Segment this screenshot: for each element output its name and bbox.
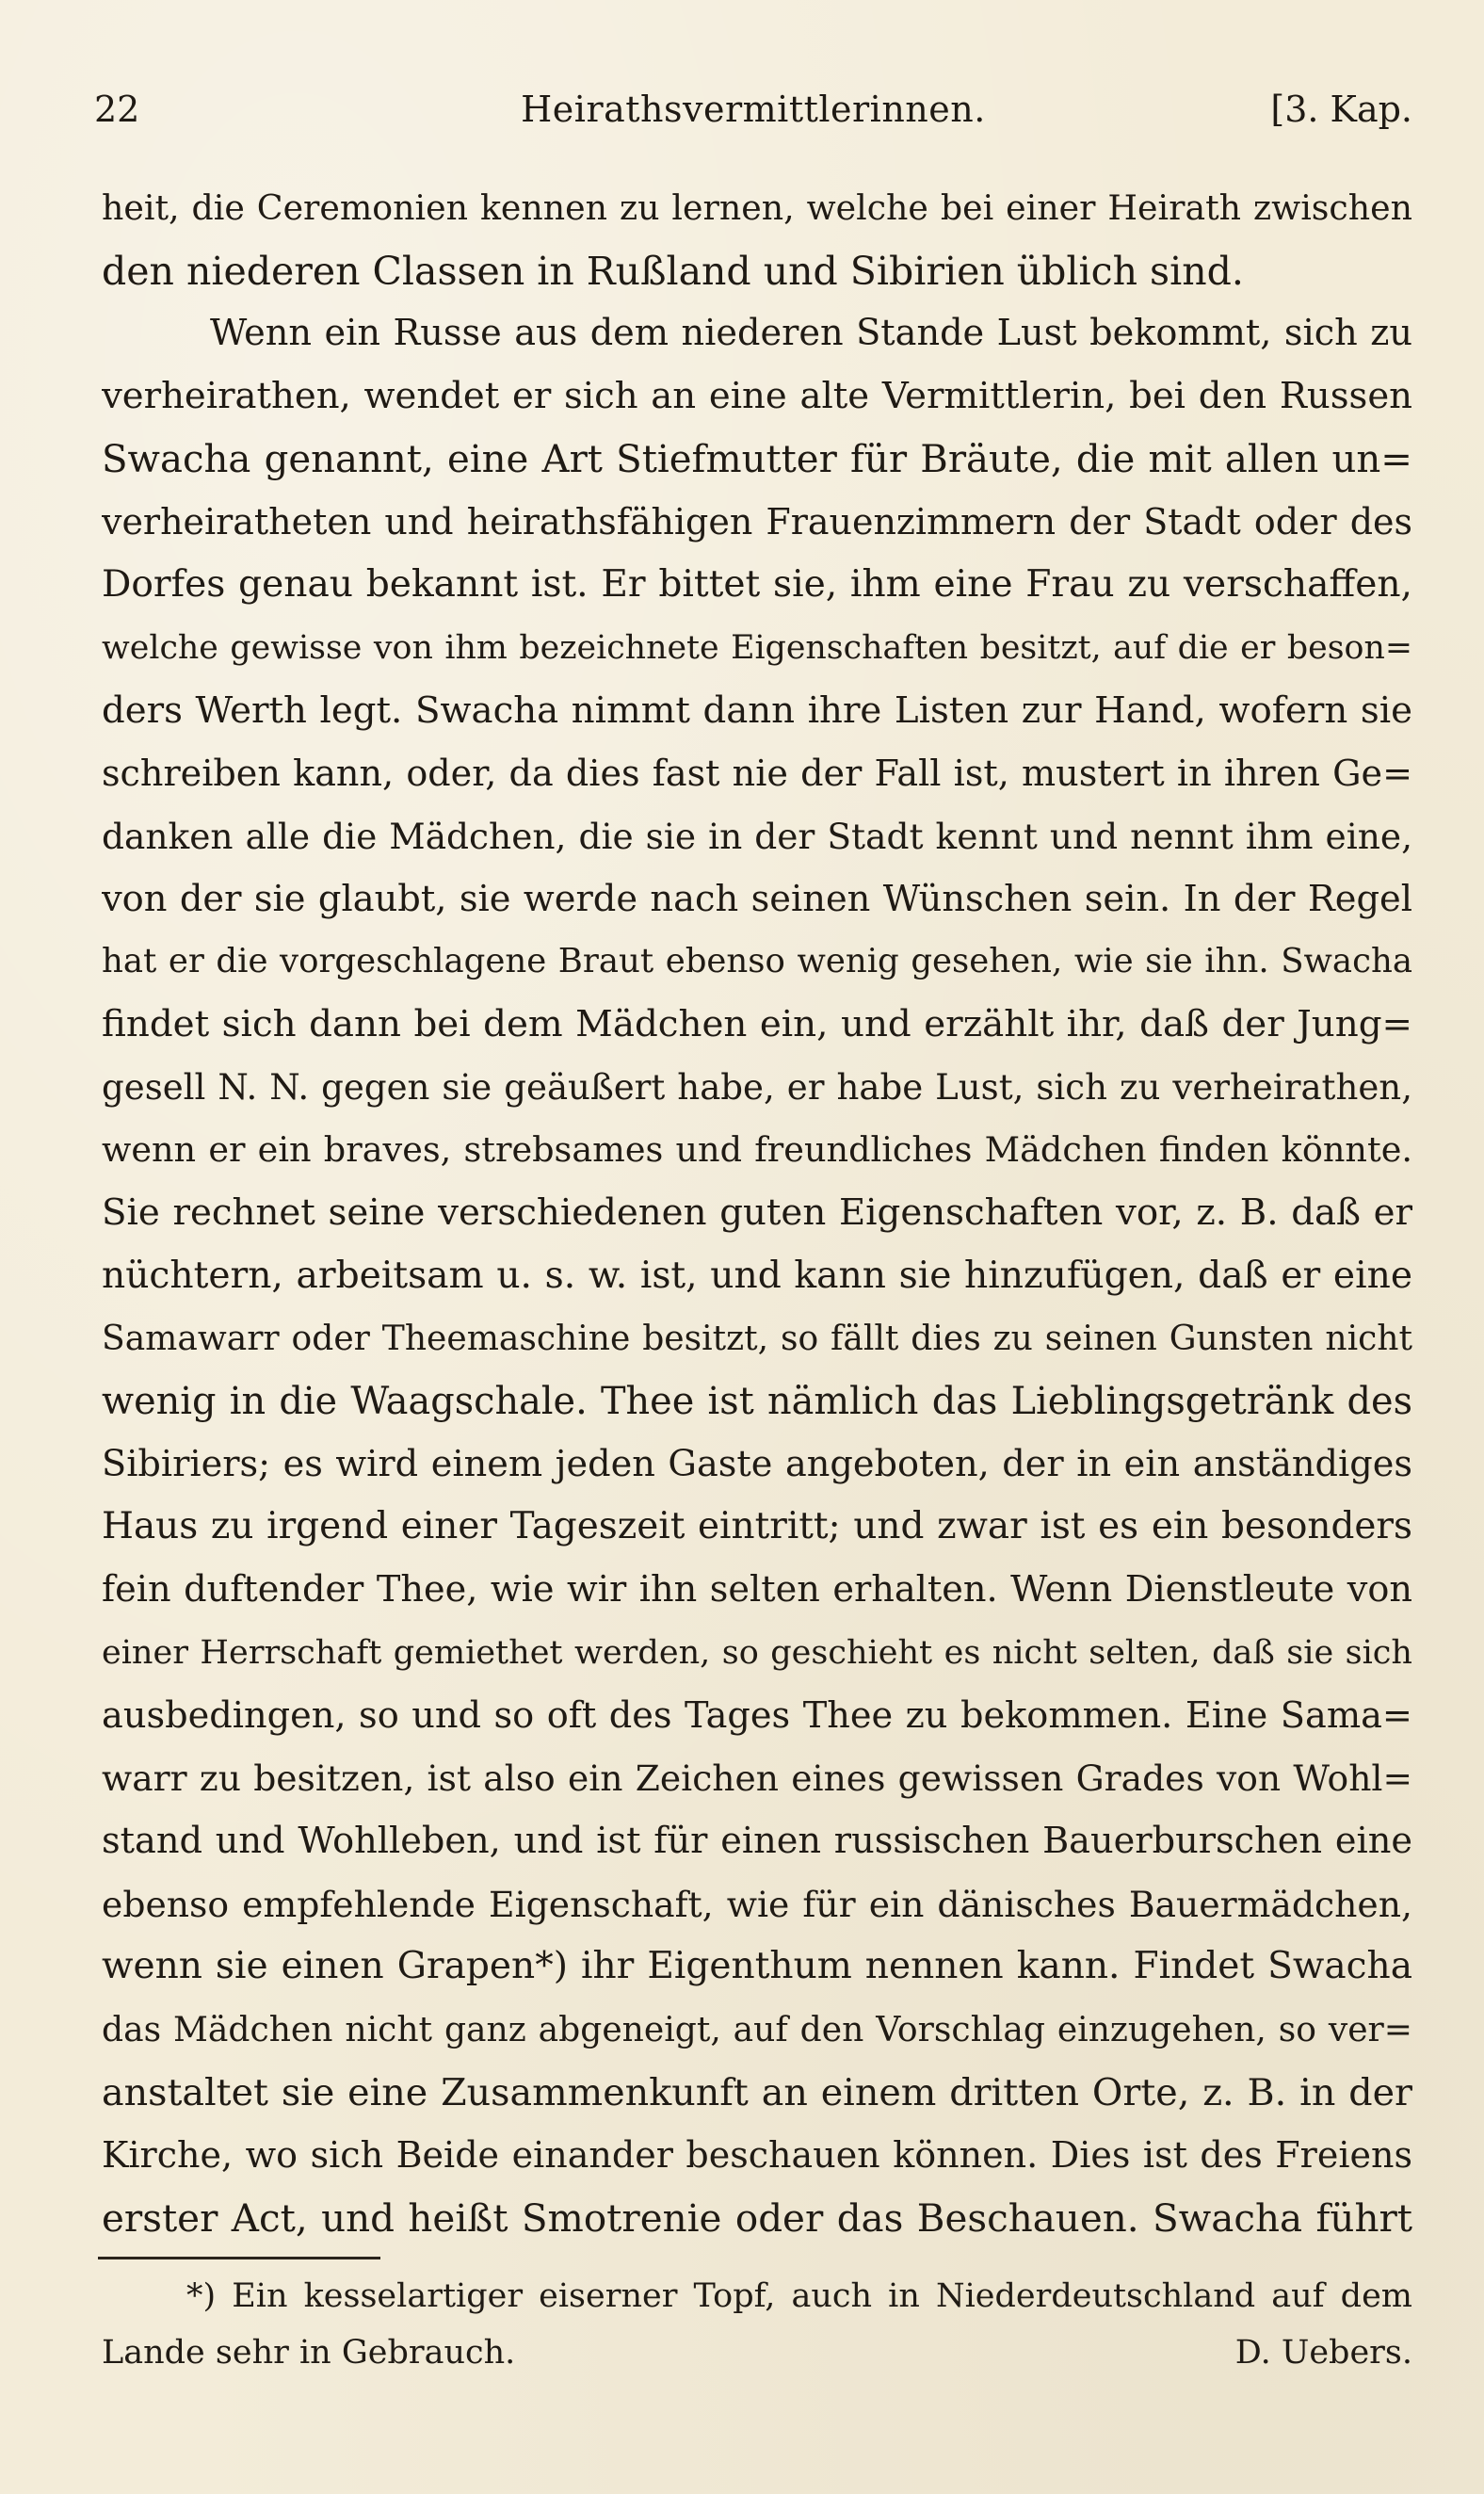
text-line: Sibiriers; es wird einem jeden Gaste angeboten, der in ein anständiges (102, 1443, 1412, 1485)
text-line: heit, die Ceremonien kennen zu lernen, welche bei einer Heirath zwischen (102, 187, 1412, 228)
page-header (94, 83, 1412, 136)
text-line: stand und Wohlleben, und ist für einen russischen Bauerburschen eine (102, 1819, 1412, 1862)
text-line: nüchtern, arbeitsam u. s. w. ist, und kann sie hinzufügen, daß er eine (102, 1254, 1412, 1297)
text-line: den niederen Classen in Rußland und Sibirien üblich sind. (102, 248, 1244, 294)
footnote (102, 2268, 1412, 2381)
running-title: Heirathsvermittlerinnen. (521, 89, 986, 130)
text-line: Swacha genannt, eine Art Stiefmutter für Bräute, die mit allen un= (102, 437, 1412, 481)
text-line: gesell N. N. gegen sie geäußert habe, er habe Lust, sich zu verheirathen, (102, 1066, 1412, 1108)
text-line: ausbedingen, so und so oft des Tages Thee zu bekommen. Eine Sama= (102, 1693, 1412, 1737)
text-line: ders Werth legt. Swacha nimmt dann ihre Listen zur Hand, wofern sie (102, 688, 1412, 732)
chapter-label: [3. Kap. (1270, 89, 1412, 130)
text-line: einer Herrschaft gemiethet werden, so geschieht es nicht selten, daß sie sich (102, 1632, 1412, 1672)
text-line: wenn er ein braves, strebsames und freundliches Mädchen finden könnte. (102, 1129, 1412, 1171)
text-line: wenn sie einen Grapen*) ihr Eigenthum nennen kann. Findet Swacha (102, 1945, 1412, 1988)
text-line: welche gewisse von ihm bezeichnete Eigenschaften besitzt, auf die er beson= (102, 628, 1412, 667)
body-text (102, 177, 1412, 2250)
text-line: Haus zu irgend einer Tageszeit eintritt; und zwar ist es ein besonders (102, 1505, 1412, 1548)
text-line: Samawarr oder Theemaschine besitzt, so fällt dies zu seinen Gunsten nicht (102, 1319, 1412, 1359)
text-line: Dorfes genau bekannt ist. Er bittet sie, ihm eine Frau zu verschaffen, (102, 563, 1412, 607)
text-line: wenig in die Waagschale. Thee ist nämlich das Lieblingsgetränk des (102, 1380, 1412, 1424)
text-line: von der sie glaubt, sie werde nach seinen Wünschen sein. In der Regel (102, 877, 1412, 920)
text-line: schreiben kann, oder, da dies fast nie der Fall ist, mustert in ihren Ge= (102, 753, 1412, 795)
text-line: fein duftender Thee, wie wir ihn selten erhalten. Wenn Dienstleute von (102, 1569, 1412, 1611)
text-line: Wenn ein Russe aus dem niederen Stande Lust bekommt, sich zu (210, 313, 1412, 355)
footnote-rule (98, 2257, 380, 2259)
text-line: anstaltet sie eine Zusammenkunft an einem dritten Orte, z. B. in der (102, 2070, 1412, 2114)
text-line: verheirathen, wendet er sich an eine alte Vermittlerin, bei den Russen (102, 375, 1412, 418)
translator-signature: D. Uebers. (1234, 2334, 1412, 2372)
text-line: Kirche, wo sich Beide einander beschauen können. Dies ist des Freiens (102, 2134, 1412, 2177)
footnote-line: *) Ein kesselartiger eiserner Topf, auch in Niederdeutschland auf dem (186, 2277, 1412, 2315)
text-line: hat er die vorgeschlagene Braut ebenso wenig gesehen, wie sie ihn. Swacha (102, 942, 1412, 981)
text-line: das Mädchen nicht ganz abgeneigt, auf den Vorschlag einzugehen, so ver= (102, 2009, 1412, 2049)
text-line: warr zu besitzen, ist also ein Zeichen eines gewissen Grades von Wohl= (102, 1757, 1412, 1800)
footnote-text: Lande sehr in Gebrauch. (102, 2334, 516, 2372)
page-number: 22 (94, 89, 140, 130)
text-line: ebenso empfehlende Eigenschaft, wie für ein dänisches Bauermädchen, (102, 1883, 1412, 1925)
text-line: findet sich dann bei dem Mädchen ein, und erzählt ihr, daß der Jung= (102, 1002, 1412, 1045)
footnote-line-last (102, 2324, 1412, 2381)
text-line: danken alle die Mädchen, die sie in der Stadt kennt und nennt ihm eine, (102, 815, 1412, 857)
text-line: Sie rechnet seine verschiedenen guten Eigenschaften vor, z. B. daß er (102, 1191, 1412, 1234)
text-line: erster Act, und heißt Smotrenie oder das Beschauen. Swacha führt (102, 2195, 1412, 2241)
text-line: verheiratheten und heirathsfähigen Frauenzimmern der Stadt oder des (102, 501, 1412, 543)
